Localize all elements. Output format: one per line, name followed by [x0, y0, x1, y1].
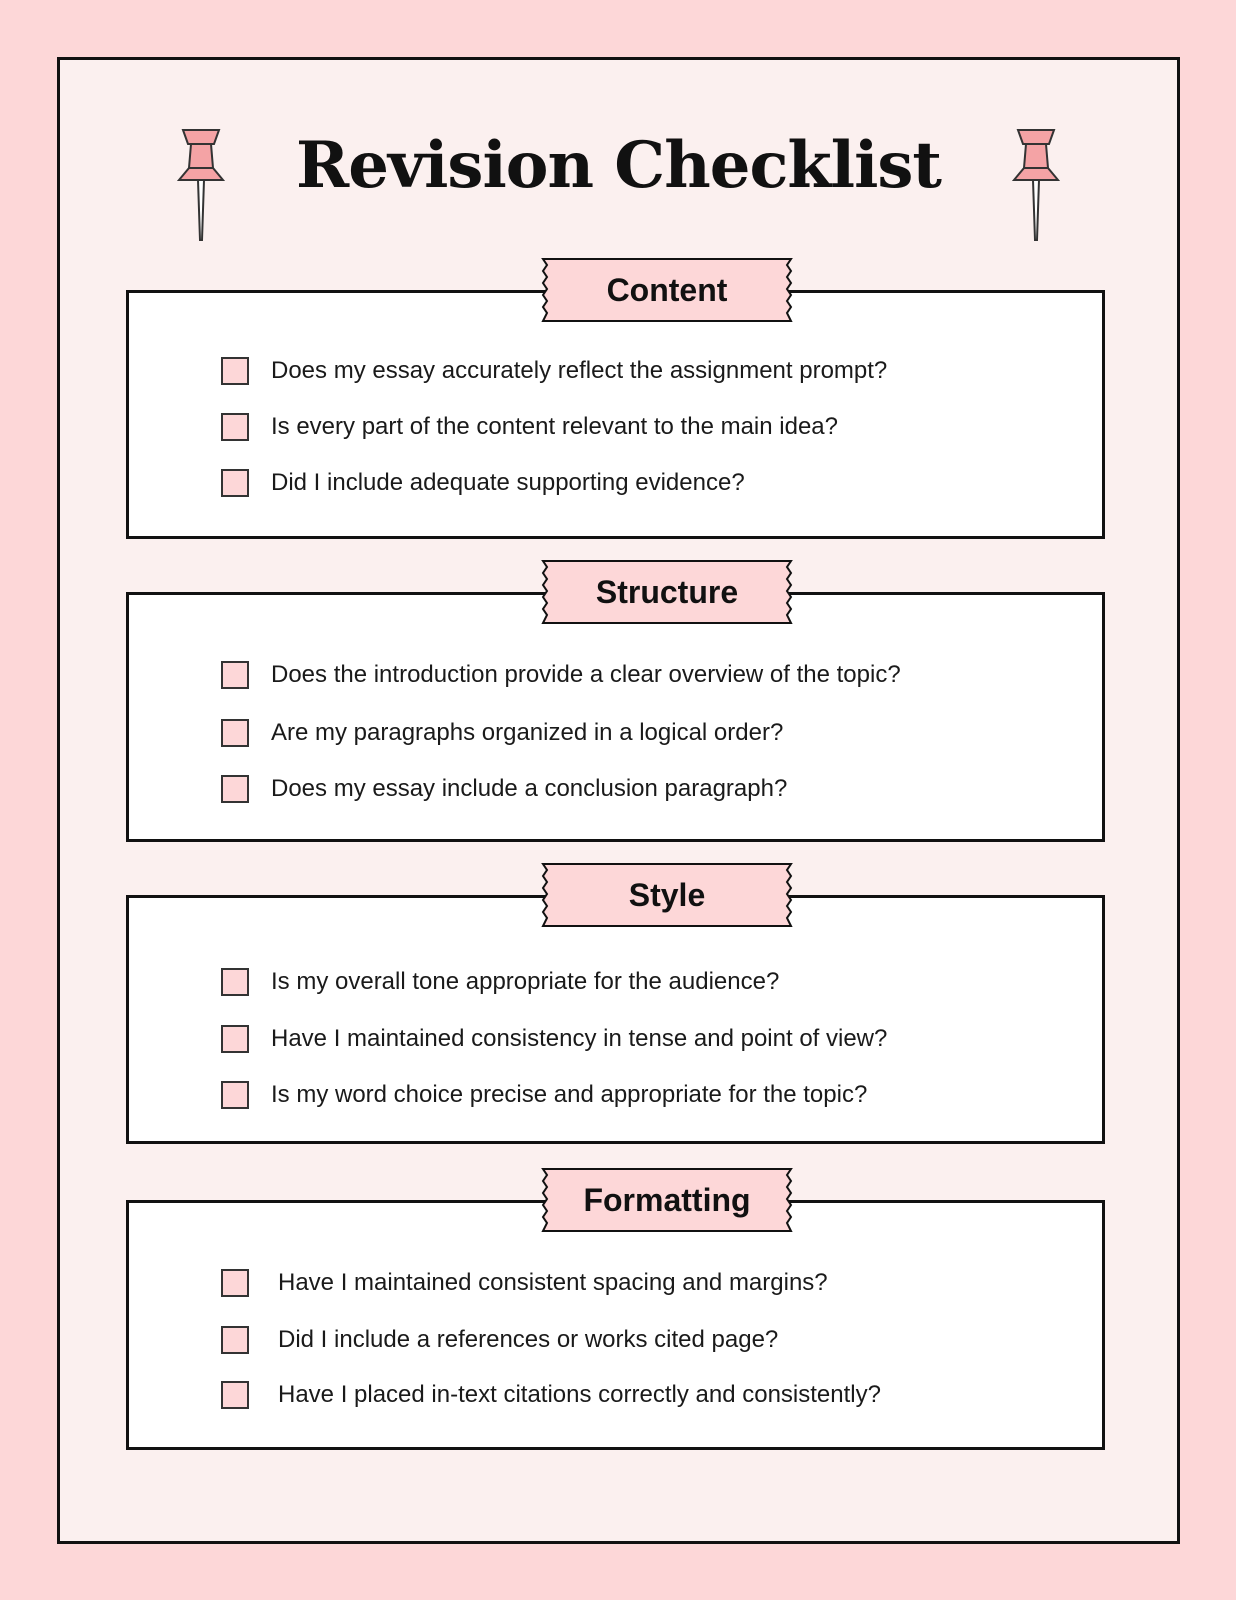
checklist-item-text: Did I include a references or works cited page?: [278, 1326, 779, 1353]
checklist-item-text: Are my paragraphs organized in a logical order?: [271, 719, 784, 746]
section-title: Style: [628, 877, 706, 913]
section-tag: [539, 559, 795, 625]
checkbox[interactable]: [221, 719, 249, 747]
checklist-item-text: Have I maintained consistent spacing and margins?: [278, 1269, 828, 1296]
section-style: [126, 877, 1105, 1144]
section-tag: [539, 257, 795, 323]
checkbox[interactable]: [221, 968, 249, 996]
checkbox[interactable]: [221, 775, 249, 803]
section-title: Structure: [595, 574, 739, 610]
section-formatting: [126, 1182, 1105, 1450]
checklist-item-text: Is every part of the content relevant to the main idea?: [271, 413, 838, 440]
checkbox[interactable]: [221, 1081, 249, 1109]
checklist-item-text: Does my essay accurately reflect the assignment prompt?: [271, 357, 888, 384]
section-structure: [126, 574, 1105, 842]
checkbox[interactable]: [221, 661, 249, 689]
checkbox[interactable]: [221, 1269, 249, 1297]
checklist-item-text: Is my overall tone appropriate for the audience?: [271, 968, 780, 995]
checklist-item-text: Have I maintained consistency in tense and point of view?: [271, 1025, 888, 1052]
checkbox[interactable]: [221, 1381, 249, 1409]
section-title: Formatting: [583, 1182, 751, 1218]
checkbox[interactable]: [221, 1025, 249, 1053]
checklist-item-text: Is my word choice precise and appropriate for the topic?: [271, 1081, 868, 1108]
checkbox[interactable]: [221, 469, 249, 497]
checkbox[interactable]: [221, 413, 249, 441]
checklist-item-text: Does the introduction provide a clear overview of the topic?: [271, 661, 901, 688]
section-content: [126, 272, 1105, 539]
section-tag: [539, 1167, 795, 1233]
section-title: Content: [606, 272, 728, 308]
checkbox[interactable]: [221, 1326, 249, 1354]
page-title: Revision Checklist: [296, 128, 941, 203]
checklist-item-text: Does my essay include a conclusion paragraph?: [271, 775, 788, 802]
checklist-sheet: [57, 57, 1180, 1544]
checklist-item-text: Have I placed in-text citations correctly and consistently?: [278, 1381, 881, 1408]
section-tag: [539, 862, 795, 928]
checklist-item-text: Did I include adequate supporting evidence?: [271, 469, 745, 496]
checkbox[interactable]: [221, 357, 249, 385]
